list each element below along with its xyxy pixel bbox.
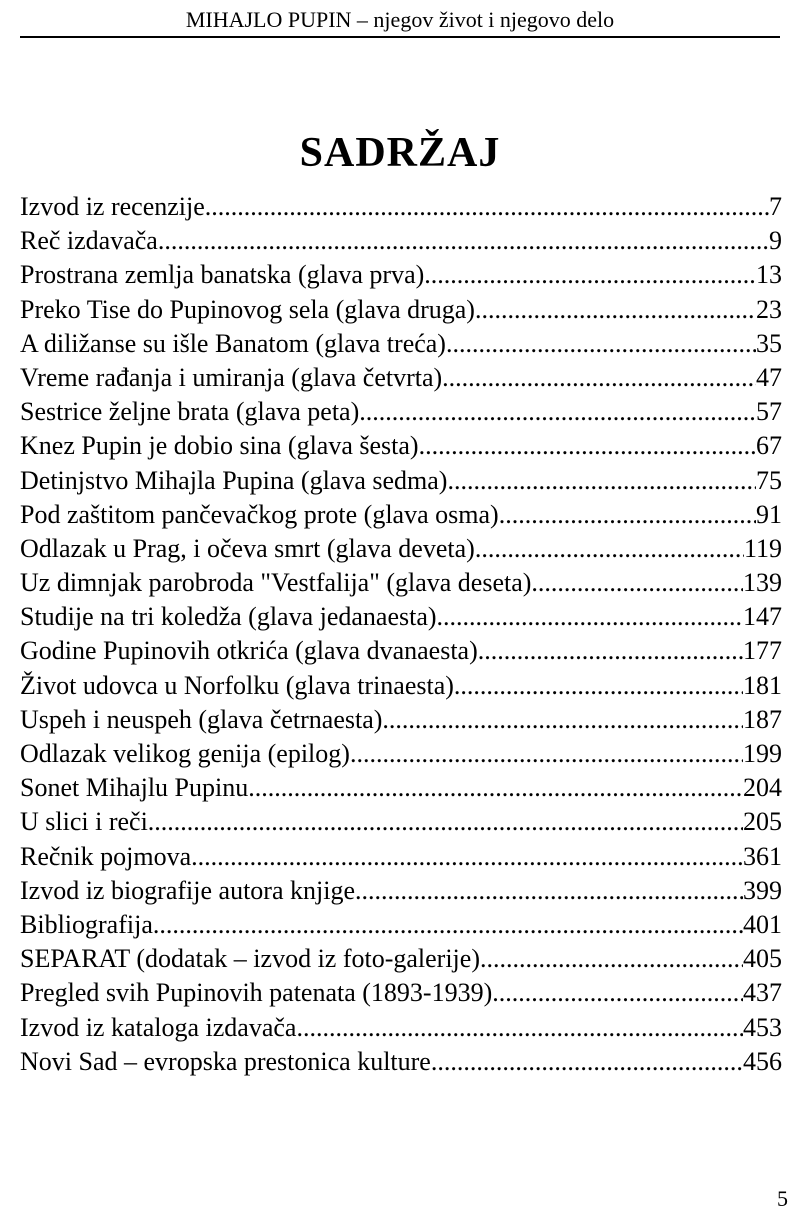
dot-leader bbox=[531, 566, 743, 600]
dot-leader bbox=[205, 190, 769, 224]
toc-entry bbox=[20, 327, 782, 361]
toc-entry bbox=[20, 771, 782, 805]
toc-entry-page: 437 bbox=[743, 978, 782, 1008]
toc-entry bbox=[20, 190, 782, 224]
toc-entry-title: Pod zaštitom pančevačkog prote (glava osma) bbox=[20, 499, 499, 529]
toc-entry bbox=[20, 429, 782, 463]
toc-entry bbox=[20, 703, 782, 737]
toc-entry-title: A diližanse su išle Banatom (glava treća) bbox=[20, 328, 446, 358]
toc-entry bbox=[20, 600, 782, 634]
page-number: 5 bbox=[777, 1186, 788, 1211]
dot-leader bbox=[424, 258, 756, 292]
toc-entry-page: 199 bbox=[743, 739, 782, 768]
toc-entry-page: 119 bbox=[743, 533, 782, 563]
toc-entry bbox=[20, 566, 782, 600]
toc-entry-title: Vreme rađanja i umiranja (glava četvrta) bbox=[20, 362, 443, 392]
toc-entry-page: 139 bbox=[743, 568, 782, 598]
dot-leader bbox=[431, 1045, 743, 1079]
toc-entry-title: Bibliografija bbox=[20, 909, 153, 939]
toc-entry-page: 205 bbox=[743, 807, 782, 837]
toc-entry bbox=[20, 464, 782, 498]
toc-entry-page: 361 bbox=[743, 841, 782, 871]
dot-leader bbox=[382, 703, 743, 737]
dot-leader bbox=[191, 840, 743, 874]
dot-leader bbox=[499, 498, 756, 532]
dot-leader bbox=[350, 737, 743, 771]
toc-entry-title: Izvod iz kataloga izdavača bbox=[20, 1012, 297, 1042]
toc-entry-page: 401 bbox=[743, 909, 782, 939]
toc-entry-page: 187 bbox=[743, 704, 782, 734]
dot-leader bbox=[447, 464, 756, 498]
toc-entry-title: Odlazak velikog genija (epilog) bbox=[20, 739, 350, 768]
dot-leader bbox=[442, 361, 756, 395]
toc-entry-title: Detinjstvo Mihajla Pupina (glava sedma) bbox=[20, 465, 448, 495]
dot-leader bbox=[248, 771, 743, 805]
dot-leader bbox=[475, 532, 744, 566]
toc-entry bbox=[20, 840, 782, 874]
toc-entry-title: Prostrana zemlja banatska (glava prva) bbox=[20, 260, 425, 290]
toc-entry bbox=[20, 258, 782, 292]
toc-entry bbox=[20, 805, 782, 839]
toc-entry-page: 399 bbox=[743, 875, 782, 905]
toc-entry-page: 405 bbox=[743, 944, 782, 974]
dot-leader bbox=[359, 395, 756, 429]
dot-leader bbox=[446, 327, 756, 361]
toc-entry bbox=[20, 293, 782, 327]
toc-entry bbox=[20, 669, 782, 703]
toc-entry-title: Izvod iz recenzije bbox=[20, 192, 205, 221]
dot-leader bbox=[437, 600, 743, 634]
toc-entry-title: Reč izdavača bbox=[20, 226, 158, 256]
toc-entry-page: 35 bbox=[756, 328, 782, 358]
toc-entry-page: 13 bbox=[756, 260, 782, 290]
toc-entry bbox=[20, 1011, 782, 1045]
toc-entry-page: 67 bbox=[756, 431, 782, 461]
toc-entry-title: Izvod iz biografije autora knjige bbox=[20, 875, 355, 905]
toc-entry-page: 57 bbox=[756, 397, 782, 427]
toc-entry-page: 456 bbox=[743, 1046, 782, 1076]
toc-entry bbox=[20, 395, 782, 429]
toc-entry-title: Odlazak u Prag, i očeva smrt (glava deveta) bbox=[20, 533, 475, 563]
toc-entry bbox=[20, 908, 782, 942]
toc-entry bbox=[20, 737, 782, 771]
toc-entry bbox=[20, 874, 782, 908]
toc-entry bbox=[20, 224, 782, 258]
toc-entry bbox=[20, 942, 782, 976]
toc-entry bbox=[20, 634, 782, 668]
dot-leader bbox=[158, 224, 769, 258]
toc-entry-title: Novi Sad – evropska prestonica kulture bbox=[20, 1046, 431, 1076]
dot-leader bbox=[480, 942, 743, 976]
toc-entry-page: 75 bbox=[756, 465, 782, 495]
dot-leader bbox=[153, 908, 743, 942]
dot-leader bbox=[419, 429, 756, 463]
toc-entry-title: Pregled svih Pupinovih patenata (1893-1939) bbox=[20, 978, 493, 1008]
page-title: SADRŽAJ bbox=[299, 130, 501, 177]
toc-entry-title: Sestrice željne brata (glava peta) bbox=[20, 397, 360, 427]
dot-leader bbox=[475, 293, 756, 327]
dot-leader bbox=[478, 634, 743, 668]
toc-entry-page: 9 bbox=[769, 226, 782, 256]
toc-entry-title: Život udovca u Norfolku (glava trinaesta) bbox=[20, 670, 454, 700]
table-of-contents bbox=[20, 190, 782, 1079]
toc-entry-page: 7 bbox=[769, 192, 782, 221]
toc-entry bbox=[20, 1045, 782, 1079]
toc-entry bbox=[20, 361, 782, 395]
toc-entry-title: Sonet Mihajlu Pupinu bbox=[20, 773, 249, 803]
dot-leader bbox=[148, 805, 743, 839]
toc-entry bbox=[20, 976, 782, 1010]
toc-entry-title: Uspeh i neuspeh (glava četrnaesta) bbox=[20, 704, 383, 734]
toc-entry-page: 453 bbox=[743, 1012, 782, 1042]
toc-entry-page: 181 bbox=[743, 670, 782, 700]
toc-entry bbox=[20, 532, 782, 566]
toc-entry-title: Knez Pupin je dobio sina (glava šesta) bbox=[20, 431, 419, 461]
toc-entry-title: U slici i reči bbox=[20, 807, 148, 837]
toc-entry bbox=[20, 498, 782, 532]
toc-entry-page: 204 bbox=[743, 773, 782, 803]
toc-entry-page: 147 bbox=[743, 602, 782, 632]
toc-entry-page: 91 bbox=[756, 499, 782, 529]
dot-leader bbox=[296, 1011, 743, 1045]
toc-entry-page: 47 bbox=[756, 362, 782, 392]
running-header: MIHAJLO PUPIN – njegov život i njegovo delo bbox=[20, 6, 780, 38]
dot-leader bbox=[492, 976, 743, 1010]
toc-entry-page: 23 bbox=[756, 294, 782, 324]
dot-leader bbox=[454, 669, 743, 703]
toc-entry-title: Uz dimnjak parobroda "Vestfalija" (glava deseta) bbox=[20, 568, 532, 598]
toc-entry-title: Rečnik pojmova bbox=[20, 841, 192, 871]
toc-entry-title: Preko Tise do Pupinovog sela (glava druga) bbox=[20, 294, 475, 324]
toc-entry-title: SEPARAT (dodatak – izvod iz foto-galerije) bbox=[20, 944, 480, 974]
toc-entry-title: Godine Pupinovih otkrića (glava dvanaesta) bbox=[20, 636, 478, 666]
toc-entry-page: 177 bbox=[743, 636, 782, 666]
toc-entry-title: Studije na tri koledža (glava jedanaesta) bbox=[20, 602, 437, 632]
dot-leader bbox=[355, 874, 743, 908]
